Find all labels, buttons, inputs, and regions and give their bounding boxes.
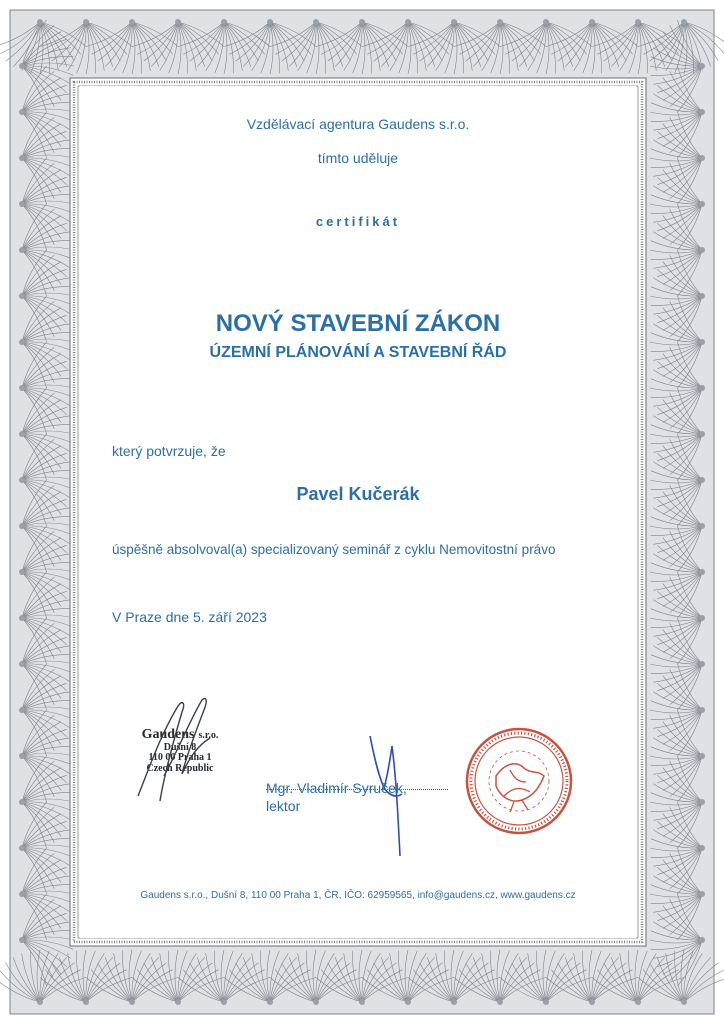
- issuer-name: Vzdělávací agentura Gaudens s.r.o.: [246, 116, 470, 132]
- course-title: NOVÝ STAVEBNÍ ZÁKON: [215, 310, 501, 337]
- confirmation-text: který potvrzuje, že: [112, 443, 226, 459]
- stamp-city: 110 00 Praha 1: [148, 752, 212, 764]
- official-seal: [464, 726, 574, 836]
- completion-text: úspěšně absolvoval(a) specializovaný seminář z cyklu Nemovitostní právo: [112, 542, 556, 557]
- recipient-name: Pavel Kučerák: [296, 484, 420, 504]
- course-subtitle: ÚZEMNÍ PLÁNOVÁNÍ A STAVEBNÍ ŘÁD: [209, 344, 507, 361]
- document-type: certifikát: [315, 214, 401, 229]
- footer-contact: Gaudens s.r.o., Dušní 8, 110 00 Praha 1, ČR, IČO: 62959565, info@gaudens.cz, www.gaudens.cz: [140, 890, 576, 901]
- certificate-panel: [80, 86, 636, 938]
- stamp-company: Gaudens: [141, 727, 195, 742]
- stamp-street: Dušní 8: [163, 741, 197, 753]
- grants-text: tímto uděluje: [317, 150, 399, 166]
- place-and-date: V Praze dne 5. září 2023: [112, 609, 267, 625]
- lector-name: Mgr. Vladimír Syruček,: [266, 780, 407, 796]
- lector-role: lektor: [266, 798, 301, 814]
- stamp-country: Czech Republic: [146, 762, 214, 774]
- stamp-company-suffix: s.r.o.: [198, 730, 219, 741]
- director-signature: [120, 686, 230, 816]
